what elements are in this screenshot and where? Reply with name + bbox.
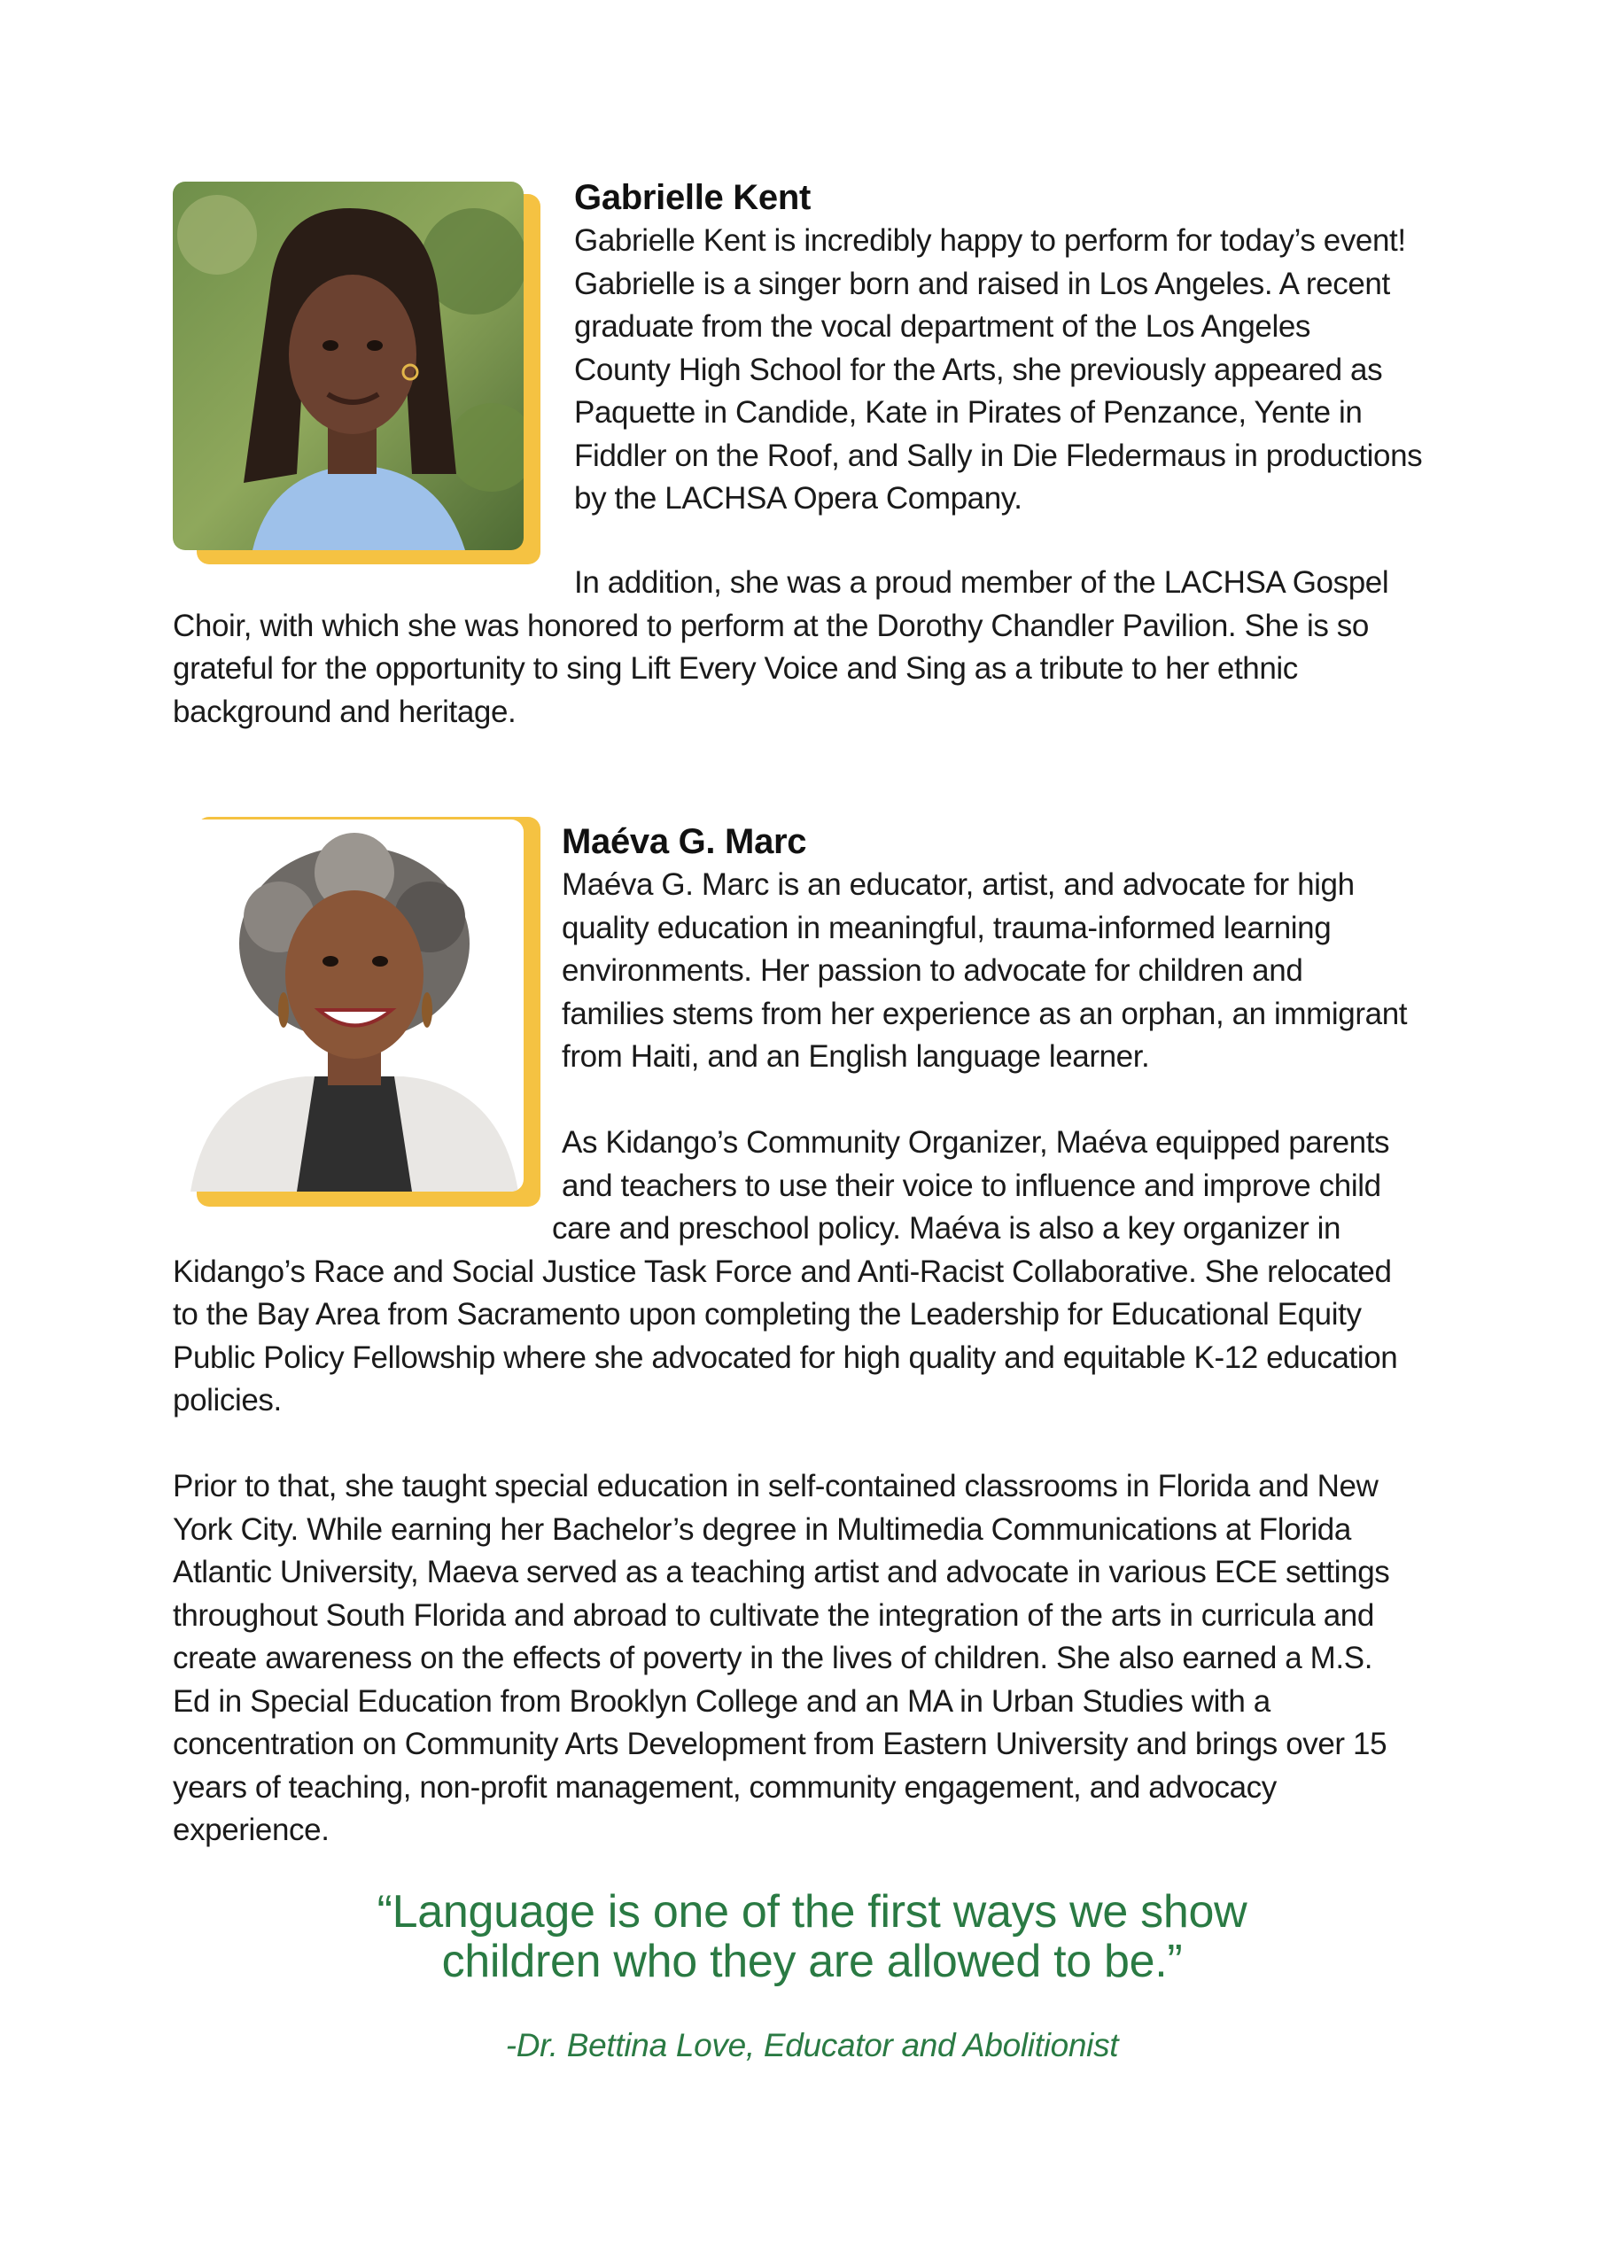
text-line: graduate from the vocal department of the Los Angeles	[574, 309, 1311, 344]
bio-name: Gabrielle Kent	[574, 178, 811, 217]
text-line: Kidango’s Race and Social Justice Task Force and Anti-Racist Collaborative. She relocated	[173, 1254, 1392, 1289]
gabrielle-kent-photo	[173, 182, 524, 550]
text-line: years of teaching, non-profit management, community engagement, and advocacy	[173, 1769, 1277, 1805]
text-line: and teachers to use their voice to influence and improve child	[562, 1168, 1381, 1203]
text-line: Fiddler on the Roof, and Sally in Die Fledermaus in productions	[574, 438, 1423, 473]
text-line: As Kidango’s Community Organizer, Maéva equipped parents	[562, 1125, 1390, 1160]
text-line: concentration on Community Arts Development from Eastern University and brings over 15	[173, 1727, 1387, 1761]
text-line: Paquette in Candide, Kate in Pirates of Penzance, Yente in	[574, 395, 1363, 430]
text-line: Public Policy Fellowship where she advocated for high quality and equitable K-12 education	[173, 1340, 1398, 1375]
text-line: by the LACHSA Opera Company.	[574, 481, 1022, 516]
text-line: York City. While earning her Bachelor’s degree in Multimedia Communications at Florida	[173, 1511, 1351, 1547]
text-line: to the Bay Area from Sacramento upon completing the Leadership for Educational Equity	[173, 1297, 1362, 1332]
quote-line: children who they are allowed to be.”	[441, 1936, 1183, 1987]
quote-attribution: -Dr. Bettina Love, Educator and Abolitionist	[505, 2027, 1119, 2063]
text-line: environments. Her passion to advocate for children and	[562, 953, 1303, 988]
bio-intro-text	[562, 864, 1407, 1079]
text-line: Choir, with which she was honored to perform at the Dorothy Chandler Pavilion. She is so	[173, 608, 1369, 643]
bio-extra-text	[173, 1465, 1389, 1852]
quote-line: “Language is one of the first ways we show	[377, 1886, 1247, 1938]
text-line: throughout South Florida and abroad to cultivate the integration of the arts in curricula and	[173, 1597, 1374, 1633]
bio-continuation-text	[173, 562, 1388, 734]
text-line: experience.	[173, 1813, 330, 1847]
text-line: quality education in meaningful, trauma-informed learning	[562, 910, 1332, 945]
text-line: grateful for the opportunity to sing Lift Every Voice and Sing as a tribute to her ethnic	[173, 651, 1298, 686]
text-line: families stems from her experience as an orphan, an immigrant	[562, 996, 1408, 1031]
pull-quote	[0, 1887, 1624, 1986]
bio-name: Maéva G. Marc	[562, 822, 807, 861]
text-line: Maéva G. Marc is an educator, artist, and advocate for high	[562, 867, 1355, 902]
text-line: Prior to that, she taught special education in self-contained classrooms in Florida and New	[173, 1469, 1379, 1503]
bio-continuation-text	[173, 1122, 1397, 1423]
text-line: care and preschool policy. Maéva is also a key organizer in	[552, 1211, 1341, 1246]
bio-intro-text	[574, 220, 1422, 521]
text-line: Ed in Special Education from Brooklyn College and an MA in Urban Studies with a	[173, 1683, 1270, 1719]
text-line: background and heritage.	[173, 694, 517, 729]
text-line: from Haiti, and an English language learner.	[562, 1039, 1150, 1074]
text-line: County High School for the Arts, she previously appeared as	[574, 352, 1383, 387]
text-line: In addition, she was a proud member of the LACHSA Gospel	[574, 565, 1389, 600]
text-line: Atlantic University, Maeva served as a teaching artist and advocate in various ECE settings	[173, 1555, 1390, 1589]
text-line: Gabrielle is a singer born and raised in Los Angeles. A recent	[574, 266, 1390, 301]
text-line: policies.	[173, 1383, 282, 1418]
text-line: Gabrielle Kent is incredibly happy to perform for today’s event!	[574, 223, 1406, 258]
text-line: create awareness on the effects of poverty in the lives of children. She also earned a M.S.	[173, 1641, 1373, 1675]
